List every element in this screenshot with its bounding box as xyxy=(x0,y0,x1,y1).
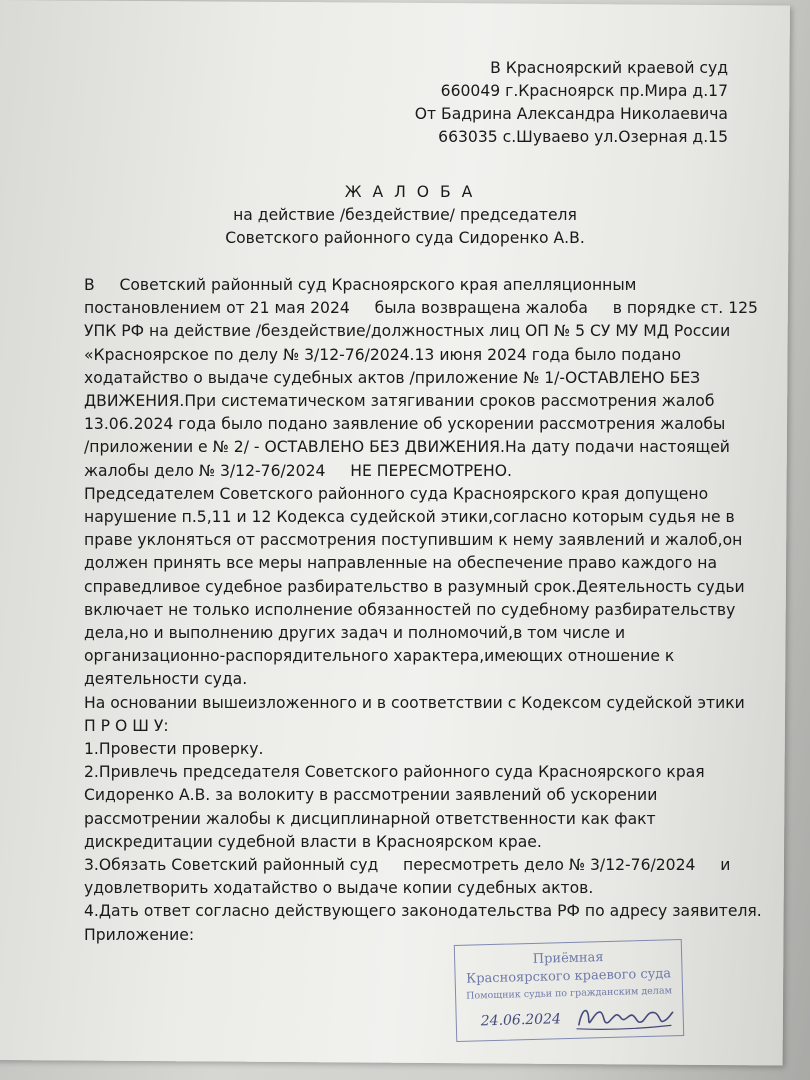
body-line: П Р О Ш У: xyxy=(84,716,169,735)
complaint-body xyxy=(84,274,764,947)
body-line: дискредитации судебной власти в Красноярском крае. xyxy=(84,832,542,851)
body-line: /приложении е № 2/ - ОСТАВЛЕНО БЕЗ ДВИЖЕНИЯ.На дату подачи настоящей xyxy=(84,438,730,457)
body-line: 4.Дать ответ согласно действующего законодательства РФ по адресу заявителя. xyxy=(84,902,762,921)
body-line: На основании вышеизложенного и в соответствии с Кодексом судейской этики xyxy=(84,693,745,712)
body-line: Сидоренко А.В. за волокиту в рассмотрении заявлений об ускорении xyxy=(84,786,658,805)
body-line: организационно-распорядительного характера,имеющих отношение к xyxy=(84,647,675,666)
body-line: деятельности суда. xyxy=(84,670,248,689)
stamp-line: Красноярского краевого суда xyxy=(466,966,672,987)
title-subject: на действие /бездействие/ председателя xyxy=(233,206,577,224)
address-line: 663035 с.Шуваево ул.Озерная д.15 xyxy=(438,128,728,146)
body-line: УПК РФ на действие /бездействие/должностных лиц ОП № 5 СУ МУ МД России xyxy=(84,322,731,341)
address-line: От Бадрина Александра Николаевича xyxy=(414,105,728,123)
title-subject-court: Советского районного суда Сидоренко А.В. xyxy=(225,229,585,247)
body-line: 13.06.2024 года было подано заявление об ускорении рассмотрения жалобы xyxy=(84,415,726,434)
recipient-sender-address xyxy=(415,57,728,149)
body-line: 3.Обязать Советский районный суд пересмотреть дело № 3/12-76/2024 и xyxy=(84,856,731,875)
body-line: «Красноярское по делу № 3/12-76/2024.13 июня 2024 года было подано xyxy=(84,345,681,364)
body-line: праве уклоняться от рассмотрения поступившим к нему заявлений и жалоб,он xyxy=(84,531,743,550)
body-line: справедливое судебное разбирательство в разумный срок.Деятельность судьи xyxy=(84,577,745,596)
body-line: должен принять все меры направленные на обеспечение право каждого на xyxy=(84,554,717,573)
reception-stamp xyxy=(454,939,684,1042)
title-heading: Ж А Л О Б А xyxy=(344,183,476,201)
body-line: 2.Привлечь председателя Советского районного суда Красноярского края xyxy=(84,763,705,782)
handwritten-signature xyxy=(574,998,675,1035)
body-line: жалобы дело № 3/12-76/2024 НЕ ПЕРЕСМОТРЕНО. xyxy=(84,461,512,480)
body-line: ходатайство о выдаче судебных актов /приложение № 1/-ОСТАВЛЕНО БЕЗ xyxy=(84,368,701,387)
stamp-line: Приёмная xyxy=(532,950,604,967)
address-line: В Красноярский краевой суд xyxy=(490,59,728,77)
body-line: ДВИЖЕНИЯ.При систематическом затягивании сроков рассмотрения жалоб xyxy=(84,392,715,411)
body-line: дела,но и выполнению других задач и полномочий,в том числе и xyxy=(84,624,626,643)
body-line: постановлением от 21 мая 2024 была возвращена жалоба в порядке ст. 125 xyxy=(84,299,758,318)
body-line: включает не только исполнение обязанностей по судебному разбирательству xyxy=(84,600,736,619)
body-line: нарушение п.5,11 и 12 Кодекса судейской этики,согласно которым судья не в xyxy=(84,508,735,527)
address-line: 660049 г.Красноярск пр.Мира д.17 xyxy=(440,82,728,100)
body-line: В Советский районный суд Красноярского края апелляционным xyxy=(84,276,637,294)
body-line: Председателем Советского районного суда Красноярского края допущено xyxy=(84,484,709,503)
body-line: Приложение: xyxy=(84,925,195,944)
document-title xyxy=(0,181,810,250)
stamp-handwritten-date: 24.06.2024 xyxy=(480,1011,562,1030)
body-line: удовлетворить ходатайство о выдаче копии судебных актов. xyxy=(84,879,594,898)
stamp-line: Помощник судьи по гражданским делам xyxy=(466,985,673,1002)
body-line: 1.Провести проверку. xyxy=(84,740,264,759)
body-line: рассмотрении жалобы к дисциплинарной ответственности как факт xyxy=(84,809,656,828)
